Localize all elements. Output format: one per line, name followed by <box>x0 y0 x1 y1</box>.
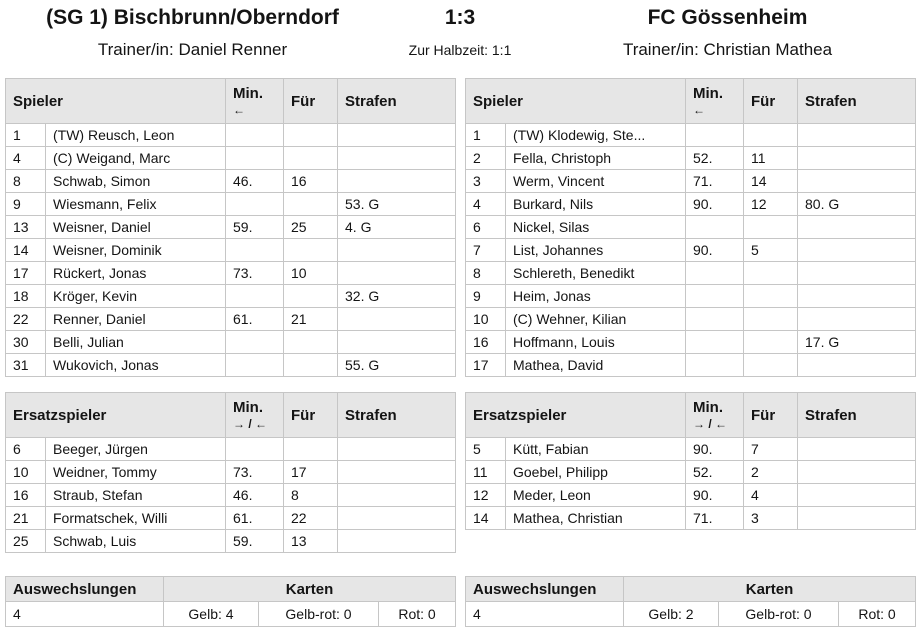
summary-header-row <box>6 577 456 602</box>
minute-cell: 61. <box>226 507 284 530</box>
penalty-cell <box>798 285 916 308</box>
player-name: Weidner, Tommy <box>46 461 226 484</box>
substitutions-header: Auswechslungen <box>6 577 164 602</box>
for-cell <box>284 438 338 461</box>
player-number: 2 <box>466 147 506 170</box>
player-name: (C) Wehner, Kilian <box>506 308 686 331</box>
penalty-cell <box>338 147 456 170</box>
player-row <box>466 239 916 262</box>
minute-cell: 59. <box>226 216 284 239</box>
player-row <box>6 285 456 308</box>
penalty-cell: 53. G <box>338 193 456 216</box>
player-number: 10 <box>466 308 506 331</box>
summary-header-row <box>466 577 916 602</box>
player-row <box>6 262 456 285</box>
player-name: Goebel, Philipp <box>506 461 686 484</box>
player-number: 10 <box>6 461 46 484</box>
minute-cell: 90. <box>686 193 744 216</box>
player-name: Heim, Jonas <box>506 285 686 308</box>
match-header <box>5 6 915 60</box>
player-row <box>466 507 916 530</box>
player-row <box>466 147 916 170</box>
home-column <box>5 78 455 627</box>
minute-cell: 90. <box>686 239 744 262</box>
player-row <box>466 354 916 377</box>
minute-cell <box>686 308 744 331</box>
penalty-cell <box>798 308 916 331</box>
player-name: Renner, Daniel <box>46 308 226 331</box>
player-name: Rückert, Jonas <box>46 262 226 285</box>
player-name: Mathea, Christian <box>506 507 686 530</box>
player-number: 31 <box>6 354 46 377</box>
player-row <box>466 124 916 147</box>
player-number: 6 <box>466 216 506 239</box>
minute-cell: 90. <box>686 484 744 507</box>
penalty-cell: 80. G <box>798 193 916 216</box>
player-row <box>6 530 456 553</box>
arrow-in-out-icon: → / ← <box>693 417 728 431</box>
player-row <box>6 170 456 193</box>
halftime-score: Zur Halbzeit: 1:1 <box>408 42 512 58</box>
penalties-column-header: Strafen <box>798 393 916 438</box>
minute-cell: 46. <box>226 170 284 193</box>
player-name: Werm, Vincent <box>506 170 686 193</box>
minute-cell <box>226 331 284 354</box>
player-row <box>6 193 456 216</box>
player-row <box>6 461 456 484</box>
penalty-cell <box>798 354 916 377</box>
penalty-cell <box>338 239 456 262</box>
penalty-cell <box>338 308 456 331</box>
player-number: 12 <box>466 484 506 507</box>
minute-cell <box>226 438 284 461</box>
minute-cell: 59. <box>226 530 284 553</box>
player-row <box>466 285 916 308</box>
yellow-cards: Gelb: 2 <box>624 602 719 627</box>
substitutions-count: 4 <box>6 602 164 627</box>
player-number: 8 <box>6 170 46 193</box>
for-cell: 5 <box>744 239 798 262</box>
player-number: 5 <box>466 438 506 461</box>
penalty-cell <box>798 461 916 484</box>
player-row <box>466 461 916 484</box>
player-name: Kütt, Fabian <box>506 438 686 461</box>
minute-cell: 61. <box>226 308 284 331</box>
player-row <box>6 147 456 170</box>
player-number: 22 <box>6 308 46 331</box>
penalty-cell <box>338 507 456 530</box>
for-cell <box>284 285 338 308</box>
player-name: Hoffmann, Louis <box>506 331 686 354</box>
player-row <box>6 308 456 331</box>
red-cards: Rot: 0 <box>379 602 456 627</box>
for-cell <box>744 331 798 354</box>
away-subs-table <box>465 392 916 530</box>
penalty-cell <box>798 239 916 262</box>
for-cell: 13 <box>284 530 338 553</box>
player-number: 17 <box>6 262 46 285</box>
player-name: Wukovich, Jonas <box>46 354 226 377</box>
team-columns <box>5 78 915 627</box>
player-name: Weisner, Dominik <box>46 239 226 262</box>
minute-cell <box>226 239 284 262</box>
minute-cell: 73. <box>226 262 284 285</box>
for-column-header: Für <box>744 79 798 124</box>
summary-data-row <box>466 602 916 627</box>
penalty-cell <box>798 484 916 507</box>
minute-column-header <box>226 79 284 124</box>
minute-cell: 52. <box>686 461 744 484</box>
player-row <box>6 507 456 530</box>
penalty-cell <box>798 438 916 461</box>
for-cell <box>284 147 338 170</box>
penalty-cell: 17. G <box>798 331 916 354</box>
substitutions-count: 4 <box>466 602 624 627</box>
summary-data-row <box>6 602 456 627</box>
player-number: 16 <box>6 484 46 507</box>
player-number: 7 <box>466 239 506 262</box>
player-number: 14 <box>466 507 506 530</box>
player-row <box>466 438 916 461</box>
arrow-in-out-icon: → / ← <box>233 417 268 431</box>
cards-header: Karten <box>164 577 456 602</box>
player-row <box>6 239 456 262</box>
yellow-red-cards: Gelb-rot: 0 <box>719 602 839 627</box>
player-name: Meder, Leon <box>506 484 686 507</box>
minute-cell <box>686 124 744 147</box>
player-name: Straub, Stefan <box>46 484 226 507</box>
minute-label: Min. <box>233 85 263 102</box>
yellow-red-cards: Gelb-rot: 0 <box>259 602 379 627</box>
player-number: 4 <box>6 147 46 170</box>
for-cell <box>284 239 338 262</box>
minute-label: Min. <box>233 399 264 416</box>
player-number: 13 <box>6 216 46 239</box>
player-row <box>6 124 456 147</box>
minute-cell <box>686 262 744 285</box>
away-team-name: FC Gössenheim <box>647 6 808 29</box>
minute-label: Min. <box>693 399 724 416</box>
player-number: 4 <box>466 193 506 216</box>
minute-cell: 71. <box>686 507 744 530</box>
player-number: 1 <box>466 124 506 147</box>
arrow-out-icon: ← <box>693 103 705 117</box>
minute-cell: 46. <box>226 484 284 507</box>
subs-column-header: Ersatzspieler <box>466 393 686 438</box>
minute-cell <box>686 285 744 308</box>
for-cell <box>744 354 798 377</box>
minute-cell <box>686 216 744 239</box>
yellow-cards: Gelb: 4 <box>164 602 259 627</box>
penalty-cell <box>338 124 456 147</box>
minute-cell: 71. <box>686 170 744 193</box>
player-number: 18 <box>6 285 46 308</box>
player-name: Schwab, Simon <box>46 170 226 193</box>
for-cell: 17 <box>284 461 338 484</box>
for-cell <box>744 216 798 239</box>
for-cell <box>284 354 338 377</box>
minute-cell: 52. <box>686 147 744 170</box>
player-number: 9 <box>6 193 46 216</box>
penalty-cell <box>338 461 456 484</box>
penalty-cell <box>798 147 916 170</box>
penalty-cell <box>338 331 456 354</box>
minute-cell: 73. <box>226 461 284 484</box>
home-starters-table <box>5 78 456 377</box>
player-row <box>466 170 916 193</box>
home-trainer: Trainer/in: Daniel Renner <box>97 40 288 59</box>
player-number: 1 <box>6 124 46 147</box>
player-name: List, Johannes <box>506 239 686 262</box>
player-name: Formatschek, Willi <box>46 507 226 530</box>
player-name: Fella, Christoph <box>506 147 686 170</box>
for-cell: 7 <box>744 438 798 461</box>
player-row <box>466 308 916 331</box>
player-number: 17 <box>466 354 506 377</box>
player-name: Schlereth, Benedikt <box>506 262 686 285</box>
minute-cell <box>686 354 744 377</box>
penalties-column-header: Strafen <box>338 393 456 438</box>
for-column-header: Für <box>744 393 798 438</box>
table-header-row <box>6 393 456 438</box>
penalty-cell <box>338 530 456 553</box>
penalty-cell <box>798 124 916 147</box>
for-column-header: Für <box>284 393 338 438</box>
for-cell: 4 <box>744 484 798 507</box>
arrow-out-icon: ← <box>233 103 245 117</box>
minute-column-header <box>686 79 744 124</box>
player-name: Beeger, Jürgen <box>46 438 226 461</box>
player-row <box>6 354 456 377</box>
player-number: 11 <box>466 461 506 484</box>
minute-cell: 90. <box>686 438 744 461</box>
player-name: Nickel, Silas <box>506 216 686 239</box>
penalty-cell <box>338 262 456 285</box>
penalty-cell <box>798 507 916 530</box>
player-number: 8 <box>466 262 506 285</box>
player-number: 9 <box>466 285 506 308</box>
minute-cell <box>226 147 284 170</box>
players-column-header: Spieler <box>6 79 226 124</box>
for-cell: 11 <box>744 147 798 170</box>
for-cell: 21 <box>284 308 338 331</box>
home-summary-table <box>5 576 456 627</box>
home-subs-table <box>5 392 456 553</box>
penalty-cell <box>338 438 456 461</box>
player-row <box>6 484 456 507</box>
cards-header: Karten <box>624 577 916 602</box>
away-column <box>465 78 915 627</box>
final-score: 1:3 <box>444 6 476 29</box>
penalty-cell <box>338 170 456 193</box>
table-header-row <box>466 393 916 438</box>
penalty-cell: 55. G <box>338 354 456 377</box>
player-number: 14 <box>6 239 46 262</box>
for-cell: 12 <box>744 193 798 216</box>
player-name: (TW) Reusch, Leon <box>46 124 226 147</box>
player-row <box>466 262 916 285</box>
penalty-cell <box>798 170 916 193</box>
player-name: Burkard, Nils <box>506 193 686 216</box>
player-row <box>466 484 916 507</box>
home-team-name: (SG 1) Bischbrunn/Oberndorf <box>46 6 339 29</box>
penalty-cell <box>338 484 456 507</box>
player-number: 6 <box>6 438 46 461</box>
penalty-cell <box>798 216 916 239</box>
penalties-column-header: Strafen <box>798 79 916 124</box>
table-header-row <box>466 79 916 124</box>
player-number: 16 <box>466 331 506 354</box>
for-cell <box>284 331 338 354</box>
table-header-row <box>6 79 456 124</box>
minute-column-header <box>686 393 744 438</box>
minute-label: Min. <box>693 85 723 102</box>
for-cell <box>744 308 798 331</box>
player-name: Belli, Julian <box>46 331 226 354</box>
player-name: Mathea, David <box>506 354 686 377</box>
penalty-cell: 4. G <box>338 216 456 239</box>
player-row <box>466 216 916 239</box>
players-column-header: Spieler <box>466 79 686 124</box>
player-name: Kröger, Kevin <box>46 285 226 308</box>
for-cell: 25 <box>284 216 338 239</box>
for-cell <box>744 124 798 147</box>
player-row <box>6 216 456 239</box>
player-name: Wiesmann, Felix <box>46 193 226 216</box>
for-cell: 16 <box>284 170 338 193</box>
red-cards: Rot: 0 <box>839 602 916 627</box>
player-number: 25 <box>6 530 46 553</box>
player-name: (TW) Klodewig, Ste... <box>506 124 686 147</box>
for-column-header: Für <box>284 79 338 124</box>
for-cell <box>744 285 798 308</box>
for-cell <box>744 262 798 285</box>
player-number: 30 <box>6 331 46 354</box>
minute-cell <box>226 193 284 216</box>
for-cell <box>284 193 338 216</box>
away-starters-table <box>465 78 916 377</box>
substitutions-header: Auswechslungen <box>466 577 624 602</box>
away-trainer: Trainer/in: Christian Mathea <box>622 40 833 59</box>
for-cell: 3 <box>744 507 798 530</box>
for-cell: 22 <box>284 507 338 530</box>
minute-cell <box>226 285 284 308</box>
player-name: Schwab, Luis <box>46 530 226 553</box>
minute-column-header <box>226 393 284 438</box>
minute-cell <box>226 124 284 147</box>
minute-cell <box>226 354 284 377</box>
player-name: Weisner, Daniel <box>46 216 226 239</box>
player-name: (C) Weigand, Marc <box>46 147 226 170</box>
for-cell: 8 <box>284 484 338 507</box>
away-summary-table <box>465 576 916 627</box>
player-number: 3 <box>466 170 506 193</box>
for-cell: 10 <box>284 262 338 285</box>
penalties-column-header: Strafen <box>338 79 456 124</box>
for-cell: 2 <box>744 461 798 484</box>
minute-cell <box>686 331 744 354</box>
for-cell: 14 <box>744 170 798 193</box>
subs-column-header: Ersatzspieler <box>6 393 226 438</box>
player-number: 21 <box>6 507 46 530</box>
penalty-cell: 32. G <box>338 285 456 308</box>
player-row <box>6 331 456 354</box>
penalty-cell <box>798 262 916 285</box>
player-row <box>466 193 916 216</box>
player-row <box>6 438 456 461</box>
for-cell <box>284 124 338 147</box>
player-row <box>466 331 916 354</box>
